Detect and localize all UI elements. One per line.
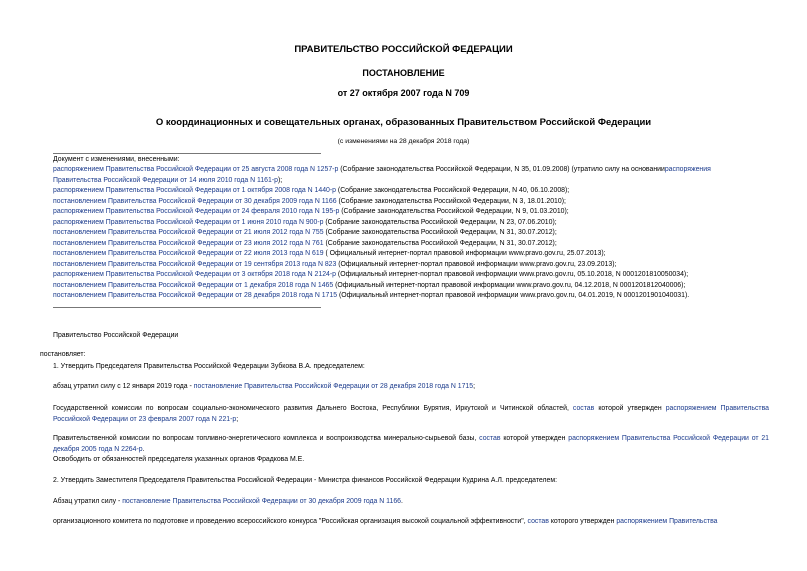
- change-link[interactable]: постановлением Правительства Российской Федерации от 28 декабря 2018 года N 1715: [53, 292, 338, 299]
- change-item: постановлением Правительства Российской Федерации от 23 июля 2012 года N 761 (Собрание законодательства Российской Федерации, N 31, 30.07.2012);: [53, 239, 557, 247]
- government-name: Правительство Российской Федерации: [53, 332, 179, 339]
- divider-bottom: [53, 307, 321, 308]
- paragraph: абзац утратил силу с 12 января 2019 года - постановление Правительства Российской Федерации от 28 декабря 2018 года N 1715;: [53, 383, 475, 390]
- issuer-heading: ПРАВИТЕЛЬСТВО РОССИЙСКОЙ ФЕДЕРАЦИИ: [294, 44, 513, 55]
- change-link[interactable]: распоряжением Правительства Российской Федерации от 1 июня 2010 года N 900-р: [53, 218, 324, 226]
- reference-link[interactable]: постановление Правительства Российской Федерации от 30 декабря 2009 года N 1166: [122, 498, 401, 505]
- change-link[interactable]: постановлением Правительства Российской Федерации от 23 июля 2012 года N 761: [53, 239, 324, 247]
- change-item: постановлением Правительства Российской Федерации от 19 сентября 2013 года N 823 (Официальный интернет-портал правовой информации www.pravo.gov.ru, 23.09.2013);: [53, 260, 617, 268]
- reference-link[interactable]: состав: [527, 518, 549, 525]
- change-link[interactable]: постановлением Правительства Российской Федерации от 30 декабря 2009 года N 1166: [53, 197, 337, 205]
- item-2: 2. Утвердить Заместителя Председателя Правительства Российской Федерации - Министра финансов Российской Федерации Кудрина А.Л. председателем:: [53, 477, 558, 484]
- paragraph: Правительственной комиссии по вопросам топливно-энергетического комплекса и воспроизводства минерально-сырьевой базы, состав которой утвержден распоряжением Правительства Российской Федерации от 21 декабря 2005 года N 2264-р.: [53, 435, 769, 453]
- paragraph: организационного комитета по подготовке и проведению всероссийского конкурса "Российская организация высокой социальной эффективности", состав которого утвержден распоряжением Правительства: [53, 518, 718, 525]
- change-link[interactable]: постановлением Правительства Российской Федерации от 21 июля 2012 года N 755: [53, 229, 324, 236]
- change-link[interactable]: постановлением Правительства Российской Федерации от 22 июля 2013 года N 619: [53, 250, 324, 257]
- change-link[interactable]: постановлением Правительства Российской Федерации от 1 декабря 2018 года N 1465: [53, 281, 334, 289]
- reference-link[interactable]: распоряжением Правительства: [616, 518, 718, 525]
- change-item: постановлением Правительства Российской Федерации от 30 декабря 2009 года N 1166 (Собрание законодательства Российской Федерации, N 3, 18.01.2010);: [53, 197, 566, 205]
- change-link[interactable]: распоряжением Правительства Российской Федерации от 25 августа 2008 года N 1257-р: [53, 166, 339, 173]
- change-item: постановлением Правительства Российской Федерации от 1 декабря 2018 года N 1465 (Официальный интернет-портал правовой информации www.pravo.gov.ru, 04.12.2018, N 0001201812040006);: [53, 281, 686, 289]
- change-item: распоряжением Правительства Российской Федерации от 24 февраля 2010 года N 195-р (Собрание законодательства Российской Федерации, N 9, 01.03.2010);: [53, 208, 569, 215]
- change-item: постановлением Правительства Российской Федерации от 22 июля 2013 года N 619 ( Официальный интернет-портал правовой информации www.pravo.gov.ru, 25.07.2013);: [53, 250, 606, 257]
- change-item: распоряжением Правительства Российской Федерации от 25 августа 2008 года N 1257-р (Собрание законодательства Российской Федерации, N 35, 01.09.2008) (утратило силу на основаниираспоряжения Правительства Российской Федерации от 14 июля 2010 года N 1161-р);: [53, 166, 711, 184]
- document-title: О координационных и совещательных органах, образованных Правительством Российской Федерации: [155, 117, 652, 128]
- change-item: распоряжением Правительства Российской Федерации от 1 июня 2010 года N 900-р (Собрание законодательства Российской Федерации, N 23, 07.06.2010);: [53, 218, 557, 226]
- reference-link[interactable]: распоряжением Правительства Российской Федерации от 21 декабря 2005 года N 2264-р: [53, 435, 769, 453]
- change-link[interactable]: Правительства Российской Федерации от 14 июля 2010 года N 1161-р: [53, 176, 278, 184]
- document-type: ПОСТАНОВЛЕНИЕ: [362, 68, 445, 78]
- change-link[interactable]: распоряжением Правительства Российской Федерации от 1 октября 2008 года N 1440-р: [53, 187, 336, 194]
- change-link[interactable]: распоряжением Правительства Российской Федерации от 24 февраля 2010 года N 195-р: [53, 208, 340, 215]
- change-item: постановлением Правительства Российской Федерации от 21 июля 2012 года N 755 (Собрание законодательства Российской Федерации, N 31, 30.07.2012);: [53, 229, 557, 236]
- changes-intro: Документ с изменениями, внесенными:: [53, 156, 180, 163]
- changes-note: (с изменениями на 28 декабря 2018 года): [337, 138, 470, 145]
- change-item: распоряжением Правительства Российской Федерации от 1 октября 2008 года N 1440-р (Собрание законодательства Российской Федерации, N 40, 06.10.2008);: [53, 187, 570, 194]
- paragraph: Освободить от обязанностей председателя указанных органов Фрадкова М.Е.: [53, 456, 305, 463]
- change-link[interactable]: распоряжения: [664, 166, 711, 173]
- item-1: 1. Утвердить Председателя Правительства Российской Федерации Зубкова В.А. председателем:: [53, 363, 365, 370]
- paragraph: Абзац утратил силу - постановление Правительства Российской Федерации от 30 декабря 2009 года N 1166.: [53, 498, 403, 505]
- decrees-word: постановляет:: [40, 351, 86, 358]
- change-item: распоряжением Правительства Российской Федерации от 3 октября 2018 года N 2124-р (Официальный интернет-портал правовой информации www.pravo.gov.ru, 05.10.2018, N 0001201810050034);: [53, 271, 689, 278]
- change-link[interactable]: распоряжением Правительства Российской Федерации от 3 октября 2018 года N 2124-р: [53, 271, 336, 278]
- reference-link[interactable]: постановление Правительства Российской Федерации от 28 декабря 2018 года N 1715: [193, 383, 474, 390]
- change-link[interactable]: постановлением Правительства Российской Федерации от 19 сентября 2013 года N 823: [53, 260, 337, 268]
- change-item: постановлением Правительства Российской Федерации от 28 декабря 2018 года N 1715 (Официальный интернет-портал правовой информации www.pravo.gov.ru, 04.01.2019, N 0001201901040031).: [53, 292, 690, 299]
- reference-link[interactable]: состав: [572, 405, 595, 412]
- reference-link[interactable]: состав: [479, 435, 501, 442]
- divider-top: [53, 153, 321, 154]
- document-date: от 27 октября 2007 года N 709: [337, 88, 470, 98]
- paragraph: Государственной комиссии по вопросам социально-экономического развития Дальнего Востока, Республики Бурятия, Иркутской и Читинской областей, состав которой утвержден распоряжением Правительства Российской Федерации от 23 февраля 2007 года N 221-р;: [53, 405, 769, 423]
- reference-link[interactable]: распоряжением Правительства Российской Федерации от 23 февраля 2007 года N 221-р: [53, 405, 769, 423]
